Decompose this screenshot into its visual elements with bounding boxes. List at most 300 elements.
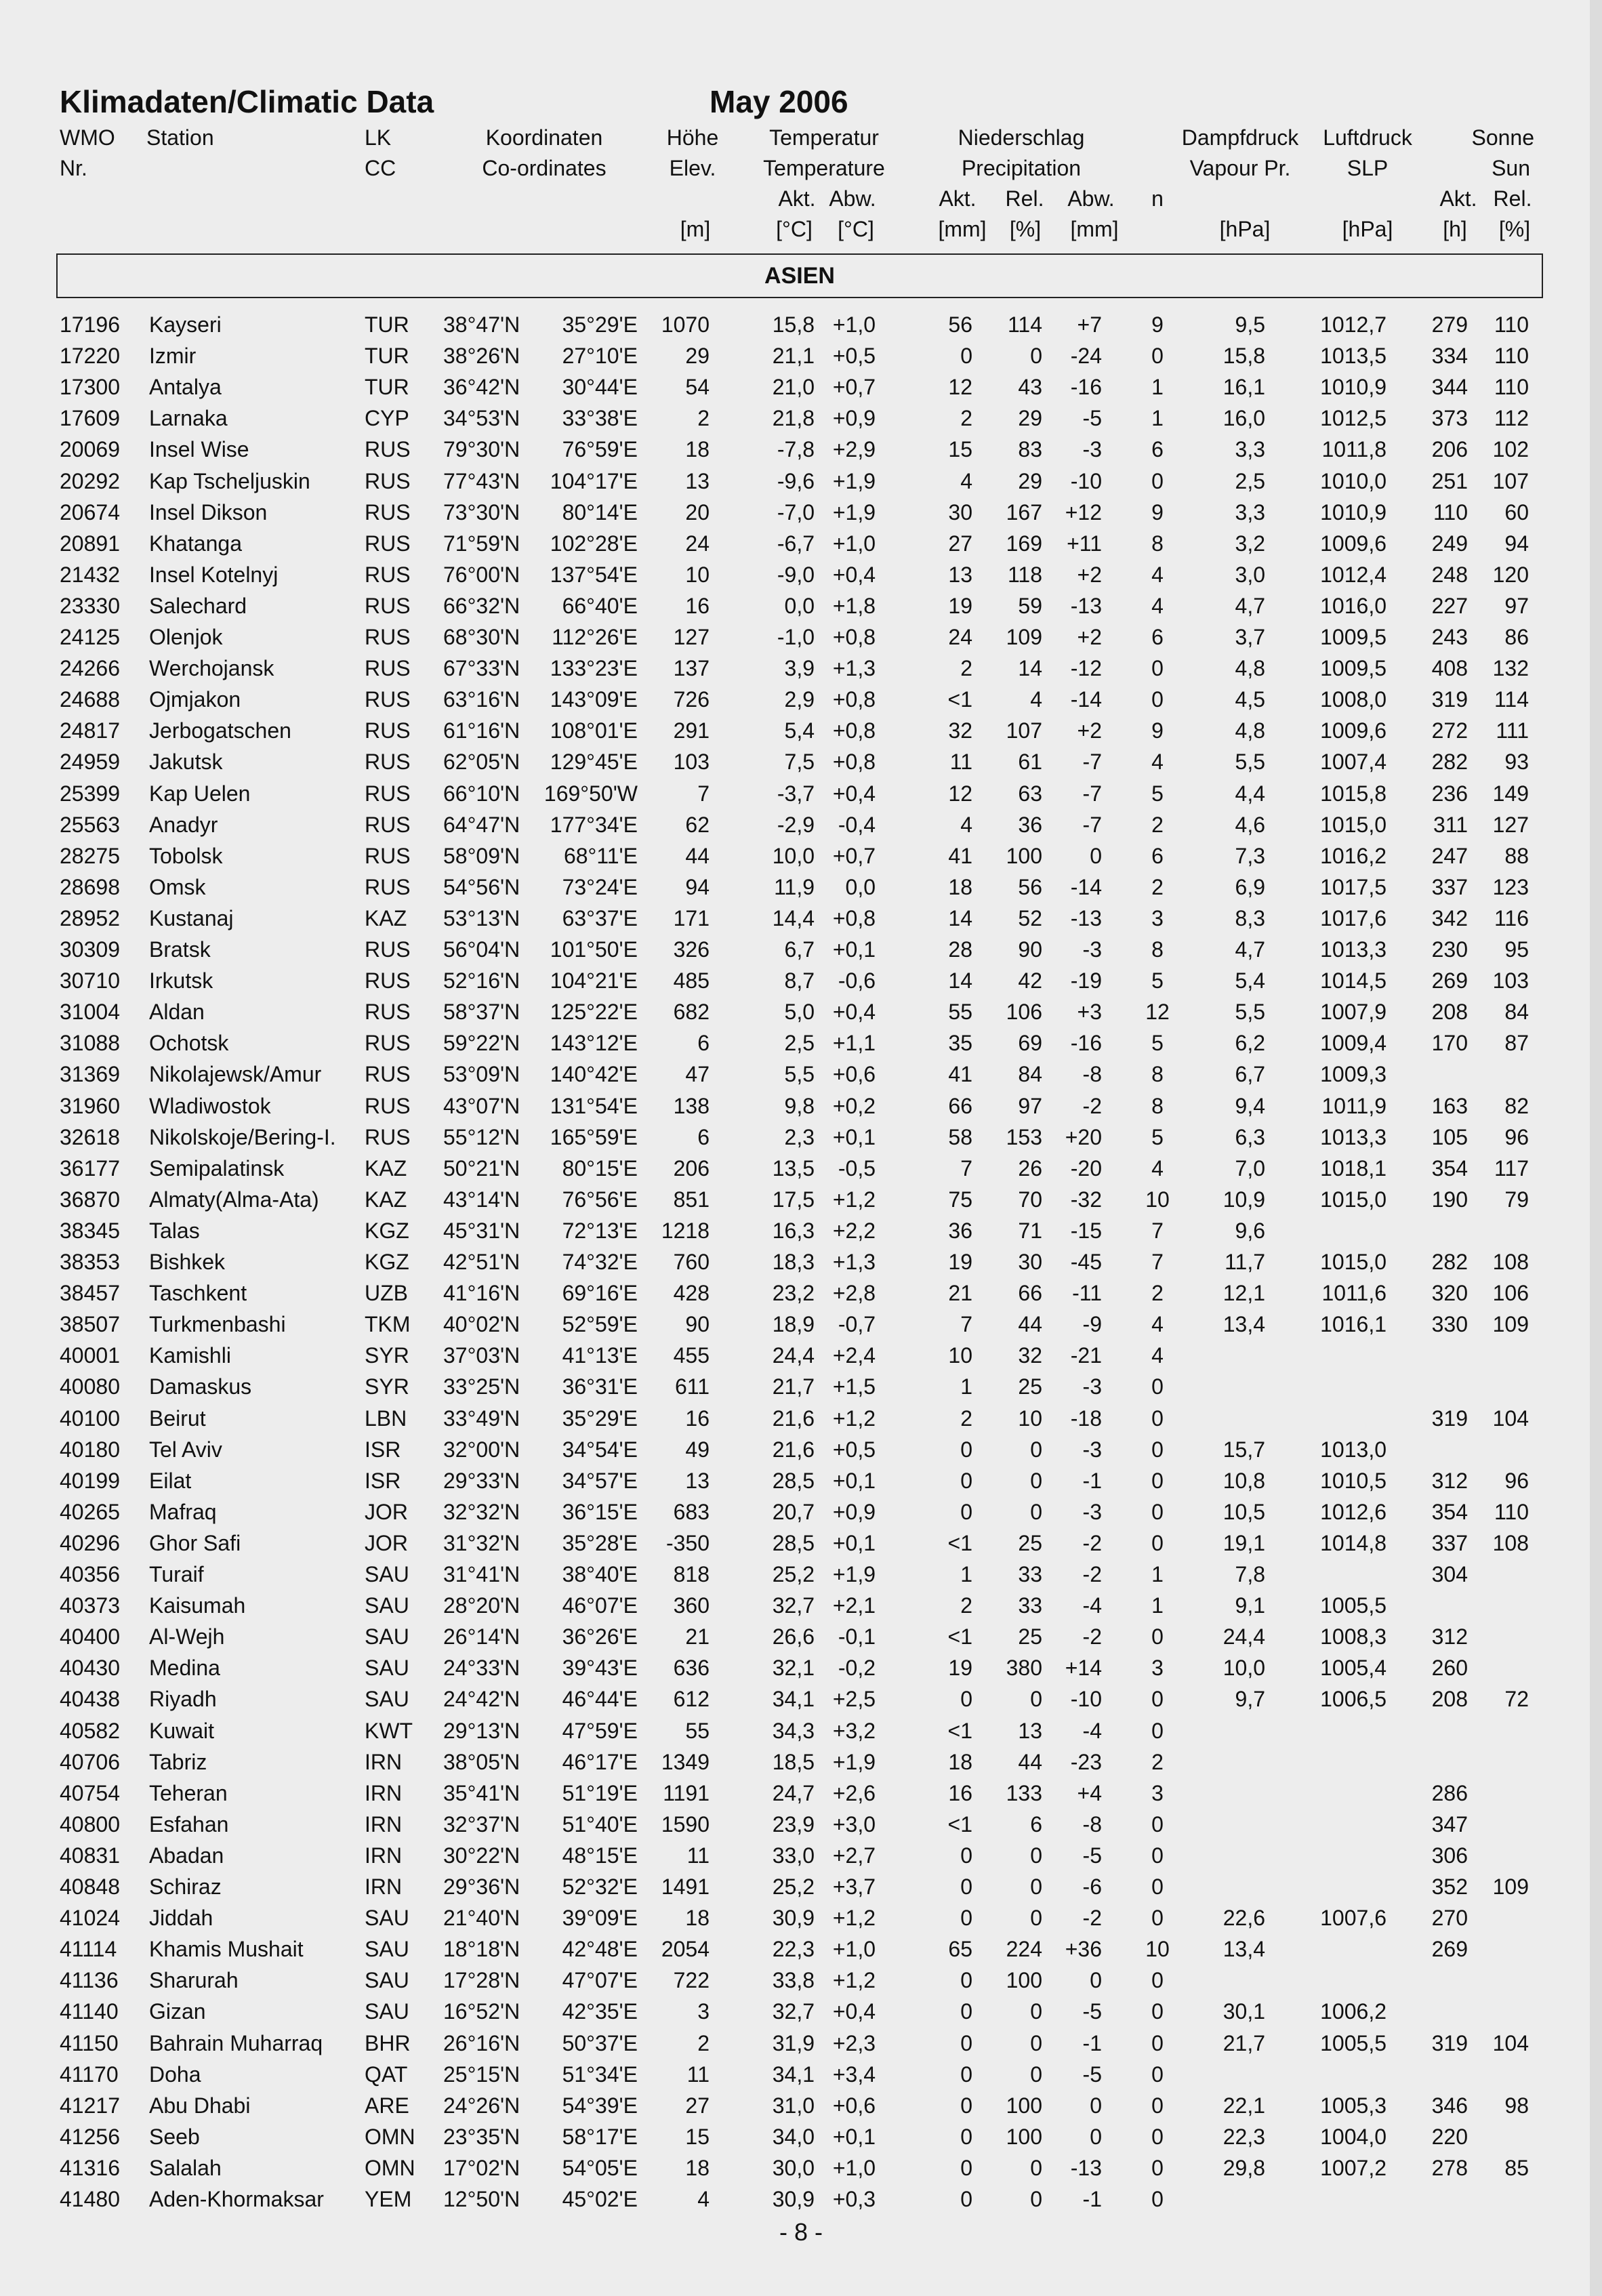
section-title: ASIEN	[764, 263, 835, 289]
cell-t-akt: 33,0	[772, 1843, 815, 1868]
cell-slp: 1006,5	[1320, 1687, 1387, 1712]
cell-vp: 21,7	[1223, 2030, 1265, 2055]
cell-sun-akt: 110	[1433, 499, 1468, 525]
col-header-niederschlag: Niederschlag	[958, 125, 1085, 150]
cell-lat: 37°03'N	[443, 1343, 520, 1368]
cell-t-akt: 21,6	[772, 1437, 815, 1462]
cell-station: Turaif	[149, 1562, 204, 1586]
cell-lon: 69°16'E	[562, 1281, 638, 1306]
cell-elev: 1491	[661, 1874, 710, 1899]
cell-t-abw: +2,7	[832, 1843, 876, 1868]
cell-lon: 46°17'E	[562, 1749, 638, 1774]
cell-elev: 1590	[661, 1811, 710, 1837]
cell-n: 6	[1151, 437, 1164, 462]
cell-station: Seeb	[149, 2124, 200, 2149]
table-row	[0, 621, 1602, 653]
cell-p-abw: -2	[1082, 1906, 1102, 1931]
cell-p-abw: -8	[1082, 1811, 1102, 1837]
cell-lon: 42°35'E	[562, 1999, 638, 2024]
cell-slp: 1010,5	[1320, 1468, 1387, 1493]
cell-elev: 818	[673, 1562, 710, 1586]
cell-t-abw: +0,9	[832, 406, 876, 431]
cell-wmo: 24125	[60, 625, 120, 649]
cell-cc: SAU	[365, 1968, 409, 1993]
cell-lat: 26°16'N	[443, 2030, 520, 2055]
cell-p-akt: 66	[948, 1093, 972, 1118]
cell-slp: 1005,5	[1320, 2030, 1387, 2055]
cell-slp: 1009,5	[1320, 656, 1387, 681]
cell-n: 0	[1151, 1718, 1164, 1743]
cell-slp: 1018,1	[1320, 1155, 1387, 1181]
cell-wmo: 24266	[60, 656, 120, 681]
cell-p-rel: 43	[1018, 375, 1042, 400]
cell-slp: 1010,9	[1320, 499, 1387, 525]
cell-slp: 1010,9	[1320, 375, 1387, 400]
table-row	[0, 559, 1602, 590]
cell-cc: RUS	[365, 843, 411, 868]
cell-t-abw: +1,8	[832, 593, 876, 618]
cell-n: 4	[1151, 1343, 1164, 1368]
cell-lat: 62°05'N	[443, 750, 520, 775]
cell-station: Insel Dikson	[149, 499, 268, 525]
cell-p-abw: -1	[1082, 1468, 1102, 1493]
cell-sun-akt: 251	[1431, 468, 1468, 493]
table-row	[0, 1246, 1602, 1277]
cell-vp: 15,7	[1223, 1437, 1265, 1462]
table-row	[0, 371, 1602, 403]
cell-wmo: 24688	[60, 687, 120, 712]
cell-sun-rel: 123	[1492, 874, 1529, 899]
cell-slp: 1009,6	[1320, 531, 1387, 556]
cell-elev: 13	[685, 1468, 710, 1493]
cell-wmo: 40582	[60, 1718, 120, 1743]
cell-p-rel: 90	[1018, 937, 1042, 962]
cell-station: Almaty(Alma-Ata)	[149, 1187, 319, 1212]
cell-wmo: 31960	[60, 1093, 120, 1118]
cell-n: 8	[1151, 1062, 1164, 1087]
cell-n: 10	[1145, 1937, 1170, 1962]
cell-lon: 143°12'E	[550, 1031, 638, 1056]
cell-sun-akt: 270	[1431, 1906, 1468, 1931]
cell-vp: 22,6	[1223, 1906, 1265, 1931]
col-header-dampfdruck: Dampfdruck	[1181, 125, 1299, 150]
cell-t-akt: 34,0	[772, 2124, 815, 2149]
cell-lat: 40°02'N	[443, 1312, 520, 1337]
cell-p-abw: -3	[1082, 1374, 1102, 1399]
cell-station: Mafraq	[149, 1499, 217, 1524]
cell-vp: 2,5	[1235, 468, 1265, 493]
cell-vp: 22,1	[1223, 2093, 1265, 2118]
cell-n: 0	[1151, 2093, 1164, 2118]
cell-t-abw: +0,4	[832, 1000, 876, 1025]
cell-p-akt: 0	[960, 2187, 972, 2211]
cell-sun-akt: 337	[1431, 1530, 1468, 1555]
cell-p-rel: 26	[1018, 1155, 1042, 1181]
cell-t-akt: 25,2	[772, 1874, 815, 1899]
cell-p-rel: 83	[1018, 437, 1042, 462]
cell-slp: 1015,0	[1320, 812, 1387, 837]
cell-station: Riyadh	[149, 1687, 217, 1712]
cell-sun-rel: 87	[1504, 1031, 1529, 1056]
cell-elev: 1070	[661, 312, 710, 337]
cell-station: Gizan	[149, 1999, 206, 2024]
unit-p-abw: [mm]	[1070, 217, 1119, 241]
cell-lat: 61°16'N	[443, 718, 520, 743]
cell-slp: 1008,0	[1320, 687, 1387, 712]
cell-elev: 10	[685, 562, 710, 587]
cell-slp: 1009,4	[1320, 1031, 1387, 1056]
cell-vp: 5,4	[1235, 968, 1265, 993]
cell-vp: 6,7	[1235, 1062, 1265, 1087]
cell-lat: 31°32'N	[443, 1530, 520, 1555]
cell-t-akt: 9,8	[784, 1093, 815, 1118]
cell-sun-rel: 94	[1504, 531, 1529, 556]
cell-n: 0	[1151, 1374, 1164, 1399]
cell-cc: UZB	[365, 1281, 408, 1306]
cell-elev: 16	[685, 593, 710, 618]
cell-station: Tobolsk	[149, 843, 223, 868]
cell-n: 1	[1151, 1562, 1164, 1586]
cell-t-abw: +1,9	[832, 1562, 876, 1586]
col-header-temperature: Temperature	[763, 156, 885, 180]
cell-elev: 55	[685, 1718, 710, 1743]
cell-elev: 49	[685, 1437, 710, 1462]
cell-p-abw: -1	[1082, 2187, 1102, 2211]
cell-t-abw: +1,1	[832, 1031, 876, 1056]
cell-wmo: 40438	[60, 1687, 120, 1712]
cell-t-abw: -0,2	[838, 1656, 876, 1681]
cell-p-akt: 1	[960, 1374, 972, 1399]
cell-lon: 42°48'E	[562, 1937, 638, 1962]
cell-lon: 30°44'E	[562, 375, 638, 400]
cell-sun-rel: 120	[1492, 562, 1529, 587]
cell-t-akt: -9,0	[777, 562, 815, 587]
table-row	[0, 309, 1602, 340]
cell-elev: 2054	[661, 1937, 710, 1962]
cell-t-abw: 0,0	[845, 874, 876, 899]
cell-cc: RUS	[365, 1031, 411, 1056]
cell-cc: KWT	[365, 1718, 413, 1743]
cell-slp: 1008,3	[1320, 1624, 1387, 1649]
cell-slp: 1013,5	[1320, 344, 1387, 369]
cell-t-akt: 3,9	[784, 656, 815, 681]
cell-t-abw: +0,4	[832, 562, 876, 587]
cell-elev: 18	[685, 1906, 710, 1931]
cell-p-abw: +11	[1067, 531, 1102, 556]
cell-elev: 18	[685, 437, 710, 462]
cell-vp: 29,8	[1223, 2155, 1265, 2180]
cell-lon: 66°40'E	[562, 593, 638, 618]
cell-sun-rel: 72	[1504, 1687, 1529, 1712]
cell-station: Teheran	[149, 1780, 228, 1805]
cell-lat: 23°35'N	[443, 2124, 520, 2149]
cell-p-rel: 29	[1018, 406, 1042, 431]
cell-station: Ochotsk	[149, 1031, 229, 1056]
cell-station: Bratsk	[149, 937, 211, 962]
cell-cc: JOR	[365, 1530, 408, 1555]
col-header-s-akt: Akt.	[1439, 186, 1477, 211]
cell-p-abw: -32	[1070, 1187, 1102, 1212]
cell-lat: 54°56'N	[443, 874, 520, 899]
table-row	[0, 466, 1602, 497]
cell-t-abw: +1,3	[832, 1250, 876, 1274]
cell-slp: 1013,3	[1320, 1124, 1387, 1149]
cell-p-abw: -5	[1082, 1999, 1102, 2024]
cell-p-rel: 114	[1007, 312, 1042, 337]
cell-lat: 29°33'N	[443, 1468, 520, 1493]
col-header-vapour: Vapour Pr.	[1189, 156, 1291, 180]
cell-slp: 1016,0	[1320, 593, 1387, 618]
cell-p-rel: 153	[1006, 1124, 1042, 1149]
cell-n: 2	[1151, 874, 1164, 899]
cell-slp: 1016,1	[1320, 1312, 1387, 1337]
cell-t-akt: 30,9	[772, 1906, 815, 1931]
cell-t-abw: +0,5	[832, 1437, 876, 1462]
col-header-p-n: n	[1151, 186, 1164, 211]
cell-p-abw: -14	[1070, 687, 1102, 712]
cell-p-abw: -15	[1070, 1218, 1102, 1243]
cell-cc: OMN	[365, 2155, 415, 2180]
cell-cc: IRN	[365, 1811, 403, 1837]
table-row	[0, 934, 1602, 965]
cell-p-rel: 0	[1030, 1437, 1042, 1462]
cell-p-abw: -13	[1070, 905, 1102, 930]
cell-sun-rel: 149	[1492, 781, 1529, 806]
cell-lat: 32°00'N	[443, 1437, 520, 1462]
cell-lat: 31°41'N	[443, 1562, 520, 1586]
cell-p-abw: +3	[1077, 1000, 1102, 1025]
table-row	[0, 684, 1602, 715]
cell-t-akt: 24,4	[772, 1343, 815, 1368]
col-header-koordinaten: Koordinaten	[485, 125, 603, 150]
cell-wmo: 40848	[60, 1874, 120, 1899]
cell-n: 1	[1151, 406, 1164, 431]
cell-lon: 50°37'E	[562, 2030, 638, 2055]
cell-p-rel: 0	[1030, 2030, 1042, 2055]
cell-sun-akt: 269	[1431, 968, 1468, 993]
cell-lat: 66°32'N	[443, 593, 520, 618]
cell-lon: 76°59'E	[562, 437, 638, 462]
cell-p-akt: 14	[948, 968, 972, 993]
cell-t-akt: 18,3	[772, 1250, 815, 1274]
cell-elev: 7	[697, 781, 710, 806]
cell-p-akt: <1	[947, 687, 972, 712]
cell-n: 3	[1151, 905, 1164, 930]
cell-p-abw: -2	[1082, 1562, 1102, 1586]
cell-lat: 58°09'N	[443, 843, 520, 868]
cell-p-rel: 0	[1030, 2062, 1042, 2087]
table-row	[0, 1434, 1602, 1465]
cell-t-akt: 21,8	[772, 406, 815, 431]
cell-t-abw: +1,0	[832, 2155, 876, 2180]
cell-t-akt: 31,0	[772, 2093, 815, 2118]
cell-lat: 17°28'N	[443, 1968, 520, 1993]
cell-lat: 12°50'N	[443, 2187, 520, 2211]
cell-lon: 58°17'E	[562, 2124, 638, 2149]
cell-vp: 4,6	[1235, 812, 1265, 837]
cell-p-akt: 0	[960, 1999, 972, 2024]
cell-wmo: 38507	[60, 1312, 120, 1337]
cell-wmo: 17300	[60, 375, 120, 400]
cell-lat: 55°12'N	[443, 1124, 520, 1149]
cell-sun-rel: 132	[1492, 656, 1529, 681]
table-row	[0, 1059, 1602, 1090]
cell-elev: 485	[673, 968, 710, 993]
cell-sun-akt: 282	[1431, 750, 1468, 775]
cell-p-akt: 30	[948, 499, 972, 525]
cell-p-akt: 55	[948, 1000, 972, 1025]
cell-t-abw: +0,4	[832, 1999, 876, 2024]
cell-lat: 38°47'N	[443, 312, 520, 337]
cell-sun-rel: 109	[1492, 1312, 1529, 1337]
cell-t-abw: +0,3	[832, 2187, 876, 2211]
table-row	[0, 2152, 1602, 2184]
cell-sun-akt: 304	[1431, 1562, 1468, 1586]
cell-cc: ARE	[365, 2093, 409, 2118]
cell-t-akt: 7,5	[784, 750, 815, 775]
cell-p-akt: 0	[960, 2030, 972, 2055]
cell-station: Kuwait	[149, 1718, 215, 1743]
cell-cc: SYR	[365, 1374, 409, 1399]
cell-station: Wladiwostok	[149, 1093, 271, 1118]
cell-cc: SYR	[365, 1343, 409, 1368]
col-header-hoehe: Höhe	[666, 125, 719, 150]
cell-t-akt: 5,5	[784, 1062, 815, 1087]
cell-cc: TKM	[365, 1312, 411, 1337]
cell-slp: 1014,8	[1320, 1530, 1387, 1555]
table-row	[0, 1090, 1602, 1122]
cell-t-abw: -0,5	[838, 1155, 876, 1181]
cell-t-akt: 18,5	[772, 1749, 815, 1774]
table-row	[0, 1277, 1602, 1309]
cell-station: Sharurah	[149, 1968, 239, 1993]
cell-wmo: 40265	[60, 1499, 120, 1524]
cell-p-rel: 59	[1018, 593, 1042, 618]
cell-elev: 682	[673, 1000, 710, 1025]
cell-p-rel: 224	[1006, 1937, 1042, 1962]
cell-wmo: 23330	[60, 593, 120, 618]
cell-p-akt: <1	[947, 1811, 972, 1837]
cell-lat: 26°14'N	[443, 1624, 520, 1649]
cell-slp: 1005,4	[1320, 1656, 1387, 1681]
cell-slp: 1013,3	[1320, 937, 1387, 962]
cell-sun-rel: 104	[1492, 1406, 1529, 1431]
cell-sun-rel: 106	[1492, 1281, 1529, 1306]
report-period: May 2006	[710, 84, 848, 119]
cell-lon: 133°23'E	[550, 656, 638, 681]
cell-n: 0	[1151, 1406, 1164, 1431]
cell-p-akt: 19	[948, 1656, 972, 1681]
cell-slp: 1011,6	[1321, 1281, 1387, 1306]
col-header-p-rel: Rel.	[1005, 186, 1044, 211]
cell-lon: 74°32'E	[562, 1250, 638, 1274]
cell-t-akt: -2,9	[777, 812, 815, 837]
cell-t-akt: -3,7	[777, 781, 815, 806]
cell-lat: 52°16'N	[443, 968, 520, 993]
cell-p-abw: 0	[1090, 2124, 1102, 2149]
cell-station: Irkutsk	[149, 968, 213, 993]
cell-elev: 47	[685, 1062, 710, 1087]
cell-lon: 47°07'E	[562, 1968, 638, 1993]
cell-p-rel: 109	[1006, 625, 1042, 649]
cell-sun-akt: 269	[1431, 1937, 1468, 1962]
cell-sun-akt: 190	[1431, 1187, 1468, 1212]
cell-t-akt: 28,5	[772, 1468, 815, 1493]
cell-n: 8	[1151, 1093, 1164, 1118]
cell-p-akt: 65	[948, 1937, 972, 1962]
cell-wmo: 36177	[60, 1155, 120, 1181]
cell-cc: SAU	[365, 1593, 409, 1618]
cell-lon: 76°56'E	[562, 1187, 638, 1212]
table-row	[0, 2028, 1602, 2059]
cell-p-rel: 6	[1030, 1811, 1042, 1837]
table-row	[0, 1559, 1602, 1590]
cell-p-akt: 2	[960, 656, 972, 681]
table-row	[0, 528, 1602, 559]
cell-lon: 36°31'E	[562, 1374, 638, 1399]
cell-p-abw: -21	[1070, 1343, 1102, 1368]
cell-cc: IRN	[365, 1874, 403, 1899]
cell-wmo: 30309	[60, 937, 120, 962]
cell-p-akt: 1	[960, 1562, 972, 1586]
cell-n: 0	[1151, 687, 1164, 712]
table-row	[0, 1871, 1602, 1902]
cell-station: Jerbogatschen	[149, 718, 291, 743]
cell-p-abw: +20	[1065, 1124, 1102, 1149]
cell-cc: RUS	[365, 687, 411, 712]
cell-n: 0	[1151, 1999, 1164, 2024]
cell-elev: 612	[673, 1687, 710, 1712]
cell-station: Kap Uelen	[149, 781, 251, 806]
cell-station: Anadyr	[149, 812, 218, 837]
cell-p-akt: 4	[960, 812, 972, 837]
cell-cc: RUS	[365, 750, 411, 775]
cell-p-abw: 0	[1090, 1968, 1102, 1993]
cell-t-akt: 2,9	[784, 687, 815, 712]
cell-p-akt: 75	[948, 1187, 972, 1212]
cell-lat: 38°05'N	[443, 1749, 520, 1774]
cell-wmo: 36870	[60, 1187, 120, 1212]
cell-n: 0	[1151, 1843, 1164, 1868]
cell-p-abw: -7	[1082, 781, 1102, 806]
cell-t-akt: -7,8	[777, 437, 815, 462]
cell-p-abw: +4	[1077, 1780, 1102, 1805]
cell-n: 0	[1151, 344, 1164, 369]
cell-elev: 2	[697, 2030, 710, 2055]
cell-station: Medina	[149, 1656, 220, 1681]
cell-slp: 1011,8	[1321, 437, 1387, 462]
cell-sun-rel: 95	[1504, 937, 1529, 962]
table-row	[0, 1403, 1602, 1434]
cell-vp: 9,6	[1235, 1218, 1265, 1243]
cell-t-abw: +1,9	[832, 499, 876, 525]
cell-t-abw: +0,1	[832, 937, 876, 962]
cell-slp: 1017,6	[1320, 905, 1387, 930]
cell-lon: 54°39'E	[562, 2093, 638, 2118]
cell-p-abw: +14	[1065, 1656, 1102, 1681]
cell-t-abw: +0,1	[832, 1468, 876, 1493]
cell-t-abw: +1,2	[832, 1187, 876, 1212]
cell-p-akt: 4	[960, 468, 972, 493]
cell-slp: 1015,8	[1320, 781, 1387, 806]
cell-lat: 77°43'N	[443, 468, 520, 493]
cell-p-rel: 14	[1018, 656, 1042, 681]
cell-cc: RUS	[365, 625, 411, 649]
cell-wmo: 38457	[60, 1281, 120, 1306]
cell-slp: 1004,0	[1320, 2124, 1387, 2149]
cell-t-akt: 17,5	[772, 1187, 815, 1212]
cell-n: 10	[1145, 1187, 1170, 1212]
